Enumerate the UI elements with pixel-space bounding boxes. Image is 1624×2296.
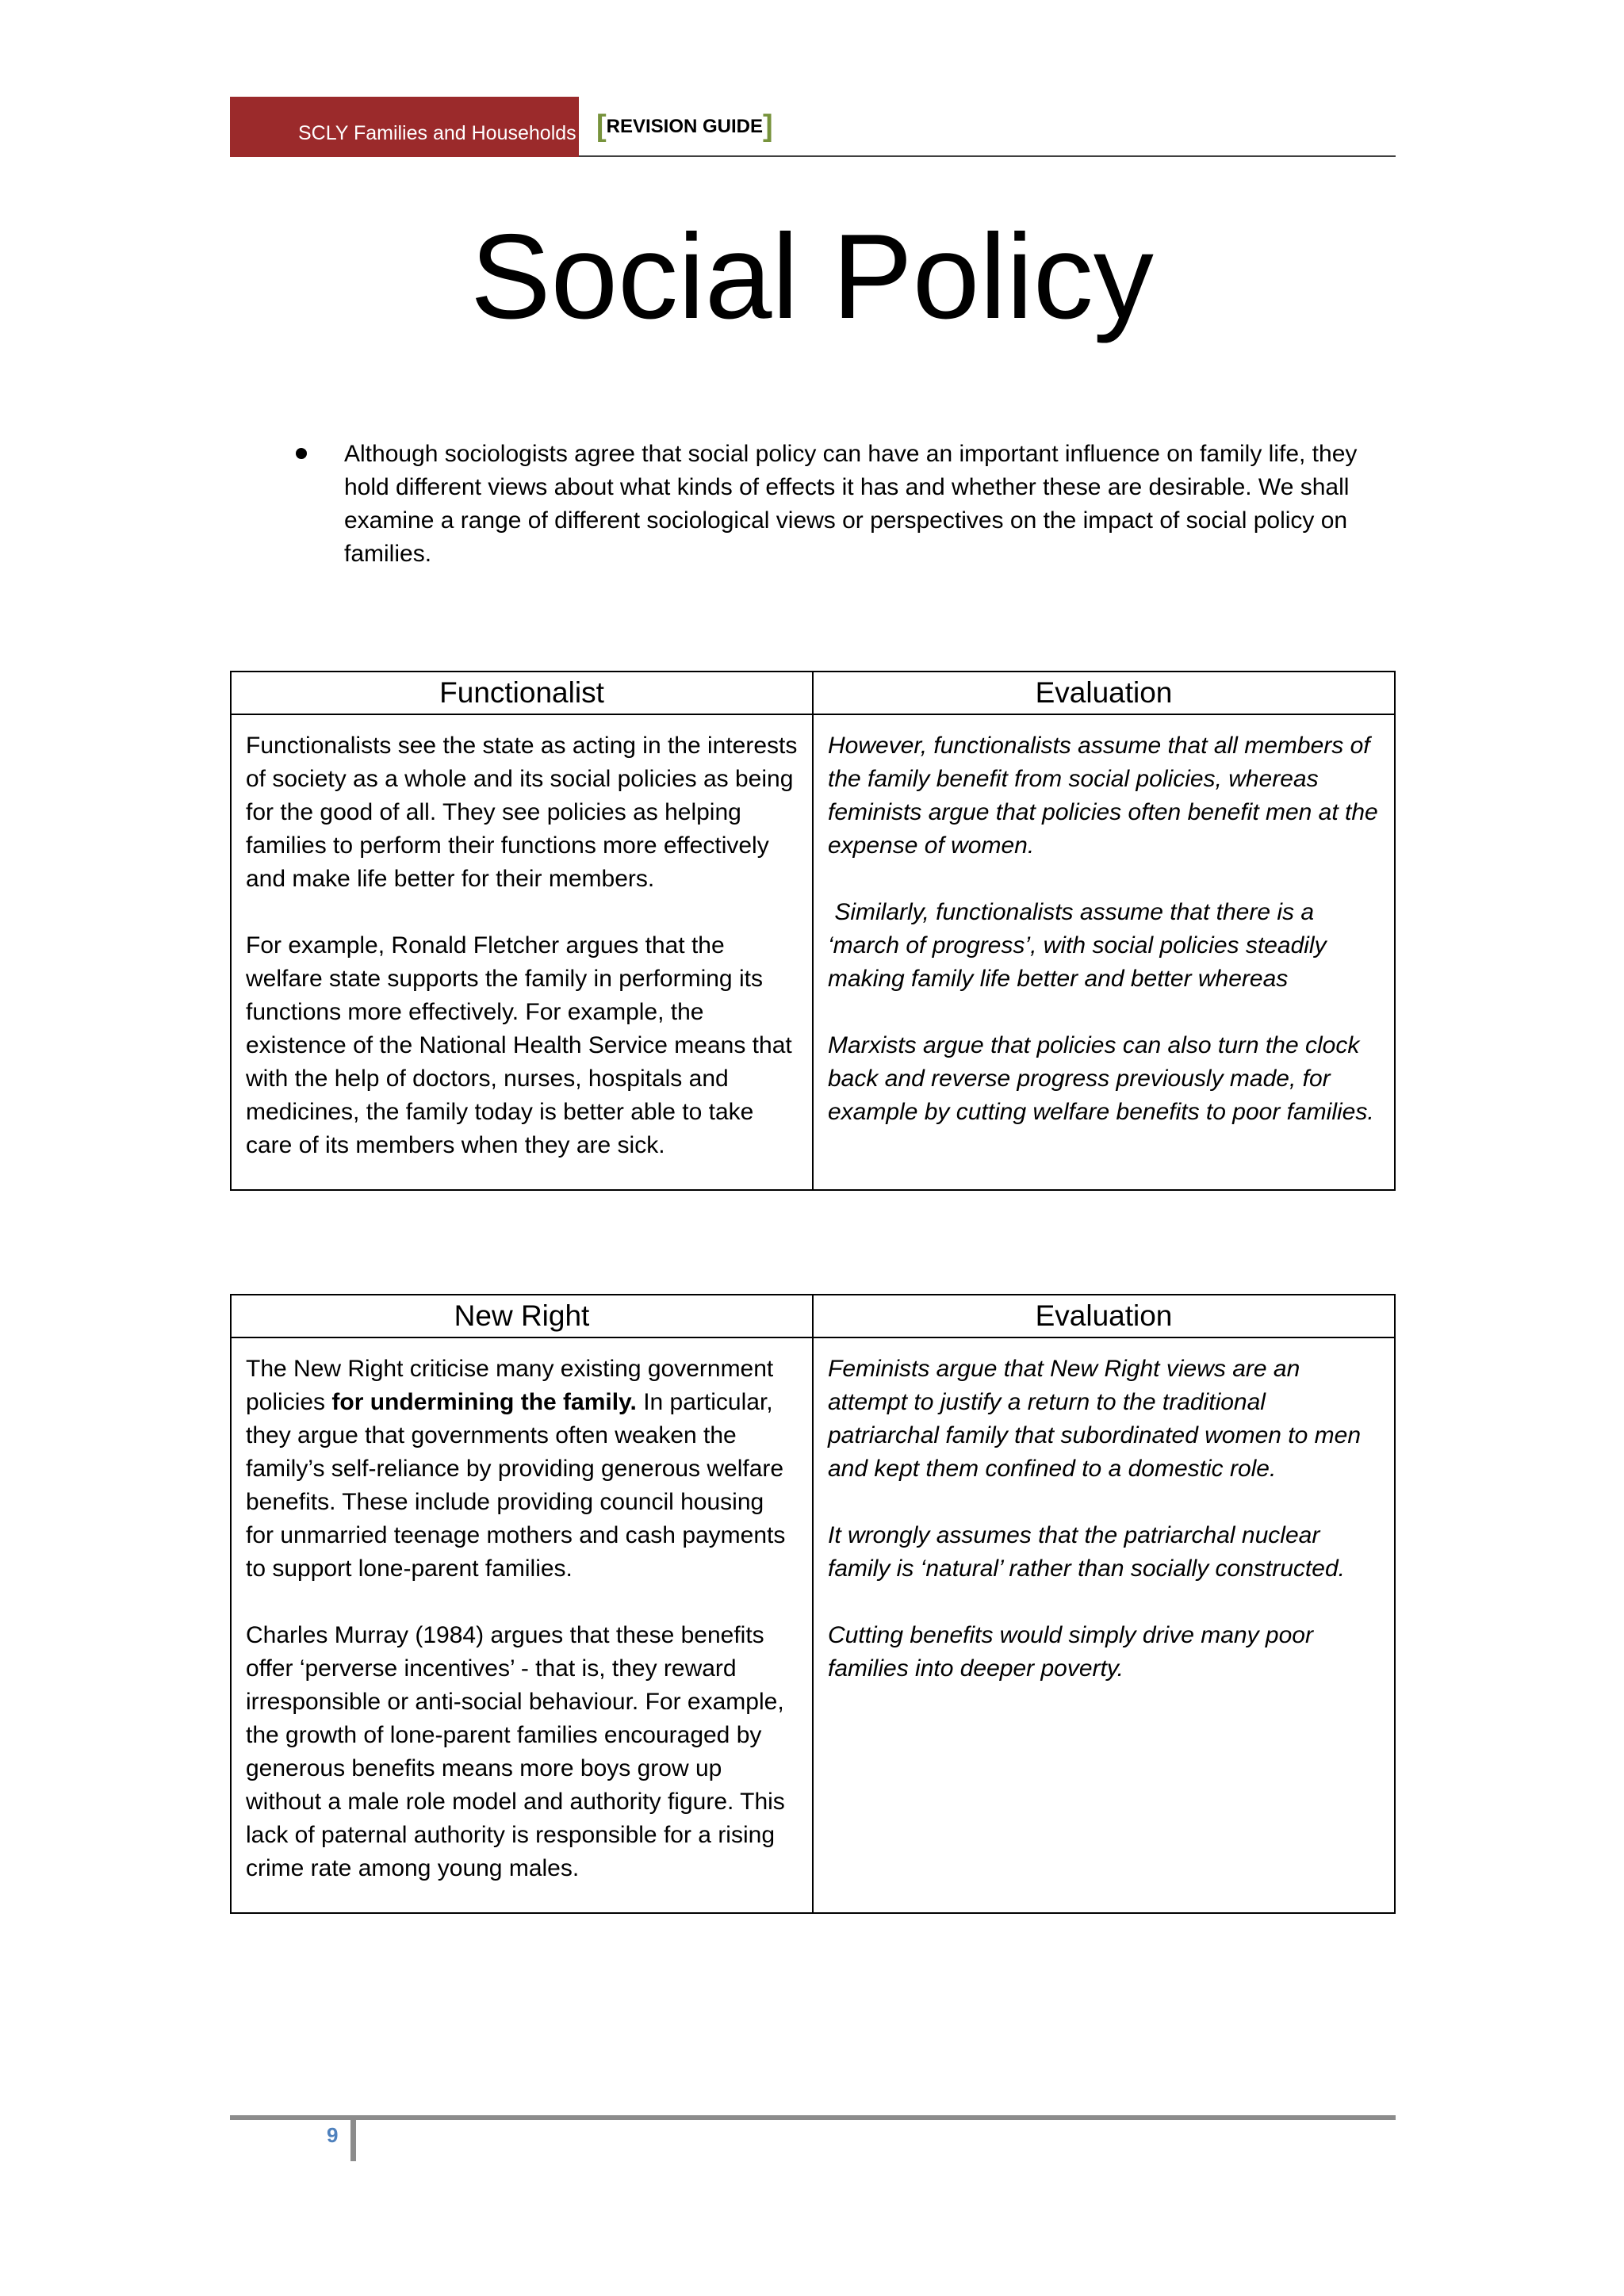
functionalist-evaluation-header: Evaluation [813, 672, 1395, 714]
header-tag-label: REVISION GUIDE [606, 116, 764, 137]
header-course-band [230, 97, 579, 157]
new-right-body [231, 1337, 813, 1913]
header-revision-guide: [REVISION GUIDE] [596, 109, 773, 143]
header-rule [579, 155, 1396, 157]
evaluation-paragraph: Similarly, functionalists assume that there is a ‘march of progress’, with social policies steadily making family life better and better whereas [828, 899, 1333, 992]
new-right-table [230, 1294, 1396, 1914]
intro-list [295, 438, 1405, 571]
new-right-evaluation-body [813, 1337, 1395, 1913]
functionalist-table [230, 671, 1396, 1191]
functionalist-paragraph: For example, Ronald Fletcher argues that the welfare state supports the family in performing its functions more effectively. For example, the existence of the National Health Service means that with the help of doctors, nurses, hospitals and medicines, the family today is better able to take care of its members when they are sick. [246, 932, 792, 1158]
evaluation-paragraph: It wrongly assumes that the patriarchal nuclear family is ‘natural’ rather than socially constructed. [828, 1522, 1345, 1582]
footer-divider [350, 2115, 356, 2161]
new-right-paragraph: Charles Murray (1984) argues that these benefits offer ‘perverse incentives’ - that is, they reward irresponsible or anti-social behaviour. For example, the growth of lone-parent families encouraged by generous benefits means more boys grow up without a male role model and authority figure. This lack of paternal authority is responsible for a rising crime rate among young males. [246, 1622, 785, 1881]
header-course-label: SCLY Families and Households [298, 122, 576, 144]
evaluation-paragraph: However, functionalists assume that all members of the family benefit from social policies, whereas feminists argue that policies often benefit men at the expense of women. [828, 733, 1378, 859]
evaluation-paragraph: Marxists argue that policies can also turn the clock back and reverse progress previously made, for example by cutting welfare benefits to poor families. [828, 1032, 1374, 1125]
page-title: Social Policy [470, 209, 1154, 344]
functionalist-evaluation-body [813, 714, 1395, 1190]
page-number: 9 [327, 2123, 339, 2147]
functionalist-paragraph: Functionalists see the state as acting in the interests of society as a whole and its social policies as being for the good of all. They see policies as helping families to perform their functions more effectively and make life better for their members. [246, 733, 798, 892]
intro-bullet: Although sociologists agree that social policy can have an important influence on family life, they hold different views about what kinds of effects it has and whether these are desirable. We shall examine a range of different sociological views or perspectives on the impact of social policy on families. [295, 438, 1405, 571]
evaluation-paragraph: Cutting benefits would simply drive many poor families into deeper poverty. [828, 1622, 1313, 1682]
evaluation-paragraph: Feminists argue that New Right views are an attempt to justify a return to the traditional patriarchal family that subordinated women to men and kept them confined to a domestic role. [828, 1356, 1362, 1482]
footer-rule [230, 2115, 1396, 2120]
functionalist-body [231, 714, 813, 1190]
new-right-header: New Right [231, 1295, 813, 1337]
new-right-evaluation-header: Evaluation [813, 1295, 1395, 1337]
emphasis-text: for undermining the family. [331, 1389, 637, 1415]
functionalist-header: Functionalist [231, 672, 813, 714]
new-right-paragraph: The New Right criticise many existing government policies for undermining the family. In particular, they argue that governments often weaken the family’s self-reliance by providing generous welfare benefits. These include providing council housing for unmarried teenage mothers and cash payments to support lone-parent families. [246, 1356, 786, 1582]
